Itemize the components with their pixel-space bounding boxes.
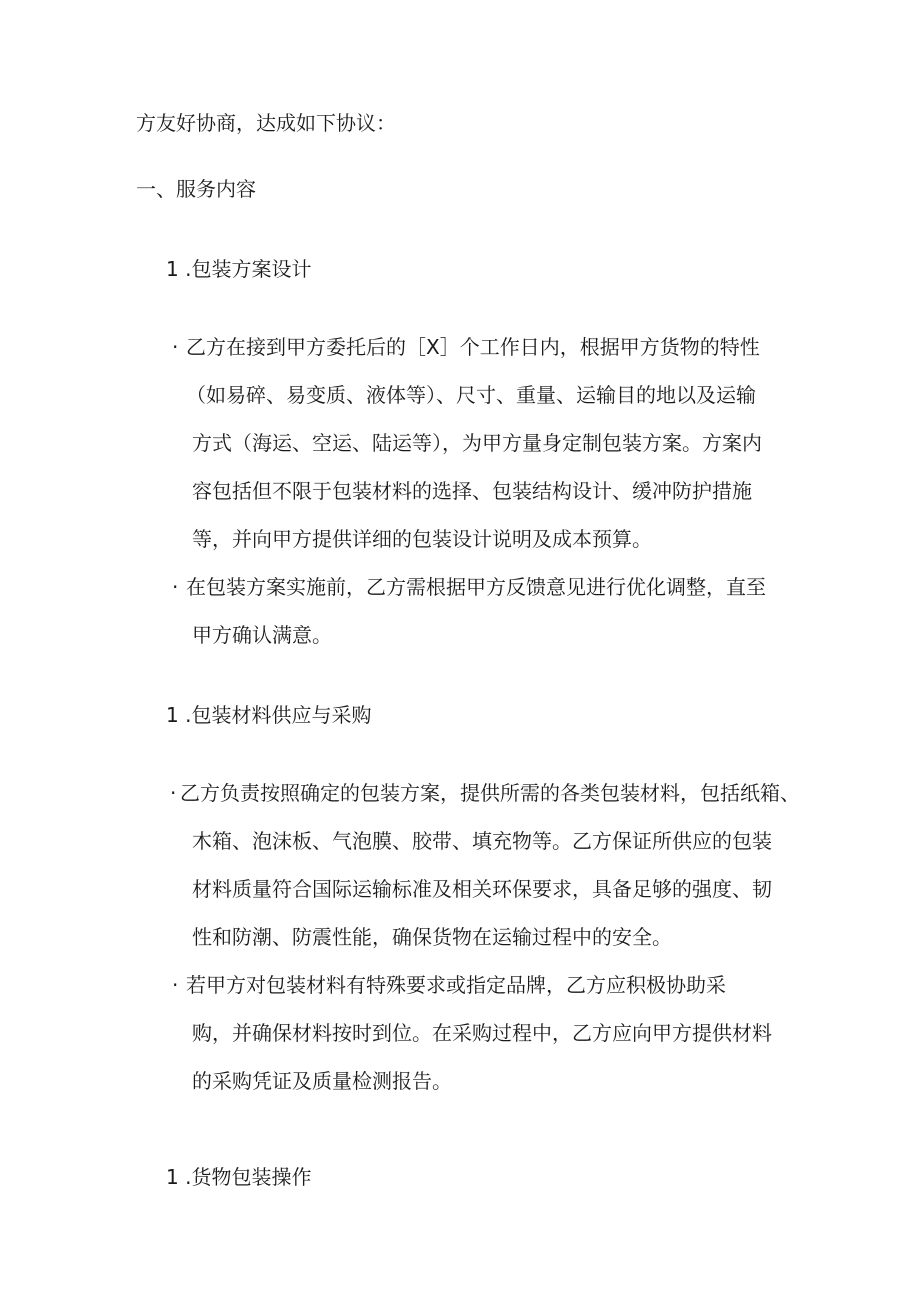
bullet-marker: · [170, 781, 177, 805]
paragraph-line: 若甲方对包装材料有特殊要求或指定品牌，乙方应积极协助采 [186, 973, 726, 997]
paragraph-line: 的采购凭证及质量检测报告。 [192, 1069, 452, 1093]
paragraph-line: 等，并向甲方提供详细的包装设计说明及成本预算。 [192, 527, 652, 551]
paragraph-line: 容包括但不限于包装材料的选择、包装结构设计、缓冲防护措施 [192, 479, 752, 503]
paragraph-line: 乙方在接到甲方委托后的［X］个工作日内，根据甲方货物的特性 [186, 335, 760, 359]
paragraph-line: 甲方确认满意。 [192, 623, 332, 647]
paragraph-line: 木箱、泡沫板、气泡膜、胶带、填充物等。乙方保证所供应的包装 [192, 829, 772, 853]
paragraph-line: 在包装方案实施前，乙方需根据甲方反馈意见进行优化调整，直至 [186, 575, 766, 599]
paragraph-line: 乙方负责按照确定的包装方案，提供所需的各类包装材料，包括纸箱、 [180, 781, 800, 805]
paragraph-line: （如易碎、易变质、液体等）、尺寸、重量、运输目的地以及运输 [186, 383, 756, 407]
paragraph-line: 材料质量符合国际运输标准及相关环保要求，具备足够的强度、韧 [192, 877, 772, 901]
section-title: 一、服务内容 [136, 177, 256, 201]
subsection-heading: 1 .货物包装操作 [166, 1165, 312, 1189]
bullet-marker: · [172, 973, 179, 997]
subsection-heading: 1 .包装材料供应与采购 [166, 703, 372, 727]
paragraph-line: 方式（海运、空运、陆运等），为甲方量身定制包装方案。方案内 [192, 431, 762, 455]
bullet-marker: · [172, 575, 179, 599]
intro-text: 方友好协商，达成如下协议： [136, 111, 396, 135]
paragraph-line: 性和防潮、防震性能，确保货物在运输过程中的安全。 [192, 925, 672, 949]
bullet-marker: · [172, 335, 179, 359]
subsection-heading: 1 .包装方案设计 [166, 257, 312, 281]
paragraph-line: 购，并确保材料按时到位。在采购过程中，乙方应向甲方提供材料 [192, 1021, 772, 1045]
